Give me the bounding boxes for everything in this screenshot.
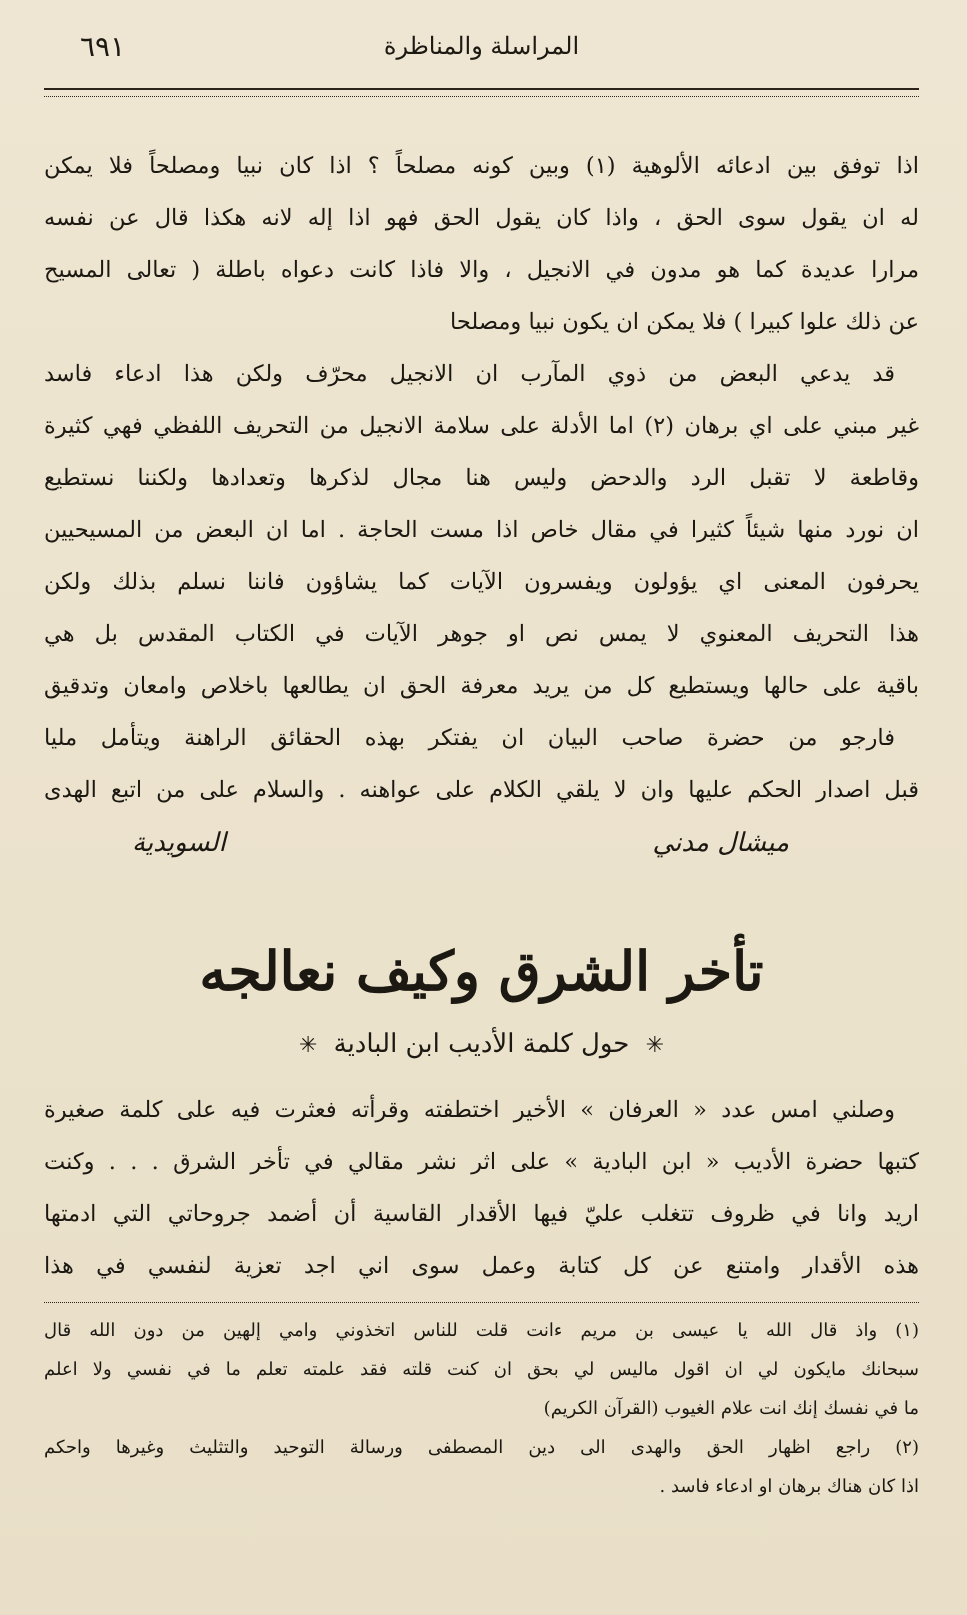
footnote-line: سبحانك مايكون لي ان اقول ماليس لي بحق ان كنت قلته فقد علمته تعلم ما في نفسي ولا اعلم [44, 1359, 919, 1380]
signature-place: السويدية [132, 828, 226, 858]
running-title: المراسلة والمناظرة [383, 32, 580, 60]
body-line: عن ذلك علوا كبيرا ) فلا يمكن ان يكون نبيا ومصلحا [450, 309, 919, 335]
body-line: هذا التحريف المعنوي لا يمس نص او جوهر الآيات في الكتاب المقدس بل هي [44, 621, 919, 647]
body-line: قد يدعي البعض من ذوي المآرب ان الانجيل محرّف ولكن هذا ادعاء فاسد [44, 361, 895, 387]
body-line: اريد وانا في ظروف تتغلب عليّ فيها الأقدار القاسية أن أضمد جروحاتي التي ادمتها [44, 1201, 919, 1227]
article-body [44, 1084, 919, 1292]
signature-block [44, 816, 919, 890]
body-line: وصلني امس عدد « العرفان » الأخير اختطفته وقرأته فعثرت فيه على كلمة صغيرة [44, 1097, 895, 1123]
page-header [44, 28, 919, 78]
footnote-rule [44, 1302, 919, 1303]
body-line: يحرفون المعنى اي يؤولون ويفسرون الآيات كما يشاؤون فاننا نسلم بذلك ولكن [44, 569, 919, 595]
footnote-line: اذا كان هناك برهان او ادعاء فاسد . [659, 1476, 919, 1497]
body-line: باقية على حالها ويستطيع كل من يريد معرفة الحق ان يطالعها باخلاص وامعان وتدقيق [44, 673, 919, 699]
body-line: هذه الأقدار وامتنع عن كل كتابة وعمل سوى اني اجد تعزية لنفسي في هذا [44, 1253, 919, 1279]
article-title: تأخر الشرق وكيف نعالجه [199, 939, 764, 1003]
body-line: فارجو من حضرة صاحب البيان ان يفتكر بهذه الحقائق الراهنة ويتأمل مليا [44, 725, 895, 751]
signature-author: ميشال مدني [652, 828, 789, 858]
footnote-line: (١) واذ قال الله يا عيسى بن مريم ءانت قلت للناس اتخذوني وامي إلهين من دون الله قال [44, 1320, 919, 1341]
header-rule [44, 88, 919, 97]
body-line: مرارا عديدة كما هو مدون في الانجيل ، والا فاذا كانت دعواه باطلة ( تعالى المسيح [44, 257, 919, 283]
body-line: له ان يقول سوى الحق ، واذا كان يقول الحق فهو اذا إله لانه هكذا قال عن نفسه [44, 205, 919, 231]
body-line: كتبها حضرة الأديب « ابن البادية » على اثر نشر مقالي في تأخر الشرق . . . وكنت [44, 1149, 919, 1175]
body-line: قبل اصدار الحكم عليها وان لا يلقي الكلام على عواهنه . والسلام على من اتبع الهدى [44, 777, 919, 803]
body-line: ان نورد منها شيئاً كثيرا في مقال خاص اذا مست الحاجة . اما ان البعض من المسيحيين [44, 517, 919, 543]
page-number: ٦٩١ [80, 30, 126, 63]
footnotes [44, 1311, 919, 1506]
article-subtitle-row [44, 1016, 919, 1072]
ornament-icon: ✳ [645, 1033, 665, 1058]
body-line: وقاطعة لا تقبل الرد والدحض وليس هنا مجال لذكرها وتعدادها ولكننا نستطيع [44, 465, 919, 491]
body-line: غير مبني على اي برهان (٢) اما الأدلة على سلامة الانجيل من التحريف اللفظي فهي كثيرة [44, 413, 919, 439]
article-subtitle: حول كلمة الأديب ابن البادية [333, 1029, 630, 1059]
footnote-line: ما في نفسك إنك انت علام الغيوب (القرآن الكريم) [543, 1398, 919, 1419]
body-line: اذا توفق بين ادعائه الألوهية (١) وبين كونه مصلحاً ؟ اذا كان نبيا ومصلحاً فلا يمكن [44, 153, 919, 179]
footnote-line: (٢) راجع اظهار الحق والهدى الى دين المصطفى ورسالة التوحيد والتثليث وغيرها واحكم [44, 1437, 919, 1458]
ornament-icon: ✳ [298, 1033, 318, 1058]
body-text [44, 140, 919, 816]
